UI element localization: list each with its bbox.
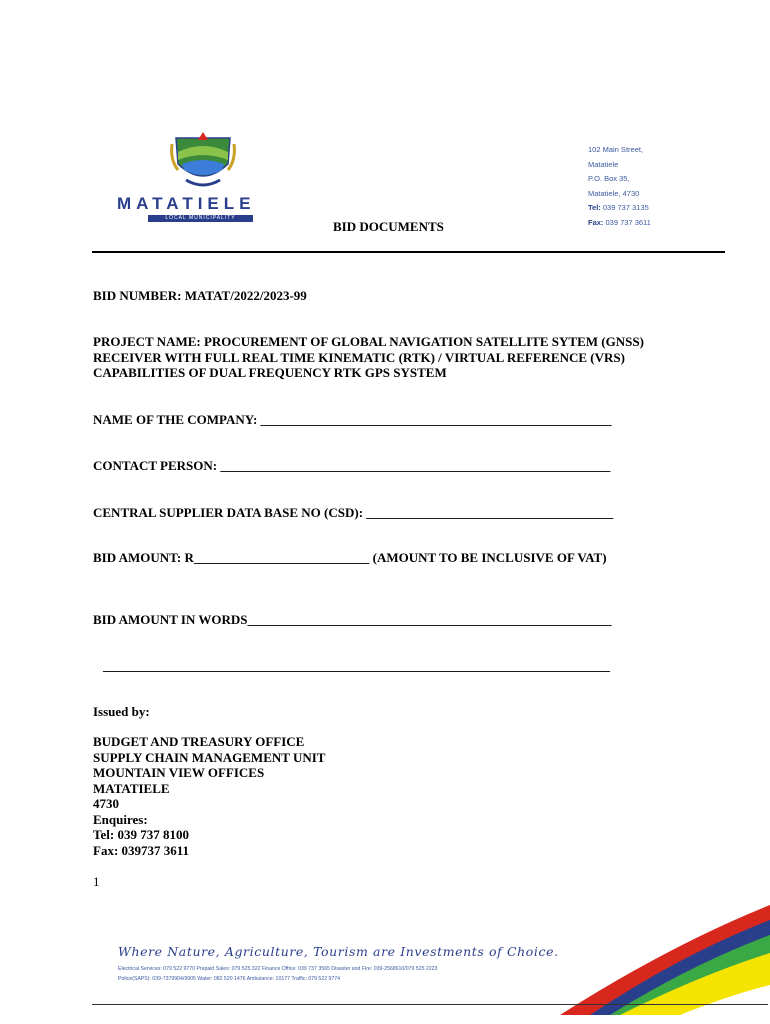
document-title: BID DOCUMENTS: [333, 219, 444, 234]
csd-number-field[interactable]: CENTRAL SUPPLIER DATA BASE NO (CSD): ______________________________________: [93, 505, 614, 520]
tel-label: Tel:: [588, 203, 601, 212]
fax-label: Fax:: [588, 217, 604, 227]
office-line: MOUNTAIN VIEW OFFICES: [93, 765, 265, 780]
footer-slogan: Where Nature, Agriculture, Tourism are Investments of Choice.: [118, 944, 559, 959]
project-name-line: PROJECT NAME: PROCUREMENT OF GLOBAL NAVIGATION SATELLITE SYTEM (GNSS): [93, 334, 644, 349]
logo-wordmark: MATATIELE: [117, 194, 256, 213]
office-line: Enquires:: [93, 811, 148, 827]
address-line: Matatiele: [588, 159, 619, 169]
contact-person-field[interactable]: CONTACT PERSON: ____________________________________________________________: [93, 458, 611, 473]
tel-value: 039 737 3135: [602, 203, 649, 212]
address-line: P.O. Box 35,: [588, 174, 630, 183]
page-number: 1: [93, 874, 100, 889]
project-name-line: RECEIVER WITH FULL REAL TIME KINEMATIC (RTK) / VIRTUAL REFERENCE (VRS): [93, 349, 625, 365]
project-name-line: CAPABILITIES OF DUAL FREQUENCY RTK GPS SYSTEM: [93, 365, 447, 380]
footer-contacts: [118, 964, 578, 984]
bid-amount-words-continuation[interactable]: ______________________________________________________________________________: [103, 658, 610, 673]
logo-subtitle-strip: LOCAL MUNICIPALITY: [148, 215, 253, 222]
bid-number: BID NUMBER: MATAT/2022/2023-99: [93, 288, 307, 303]
address-line: 102 Main Street,: [588, 145, 644, 154]
fax-value: 039 737 3611: [605, 217, 651, 227]
office-line: SUPPLY CHAIN MANAGEMENT UNIT: [93, 749, 326, 765]
address-block: [588, 143, 728, 230]
office-line: Fax: 039737 3611: [93, 842, 190, 858]
address-fax: [588, 216, 728, 231]
address-line: Matatiele, 4730: [588, 188, 640, 198]
footer-divider: [92, 1004, 768, 1005]
company-name-field[interactable]: NAME OF THE COMPANY: ______________________________________________________: [93, 412, 612, 427]
bid-amount-words-field[interactable]: BID AMOUNT IN WORDS________________________________________________________: [93, 612, 612, 627]
office-line: BUDGET AND TREASURY OFFICE: [93, 734, 305, 749]
project-name: [93, 334, 718, 381]
office-line: Tel: 039 737 8100: [93, 827, 189, 842]
address-tel: [588, 201, 728, 216]
footer-swoosh-graphic: [560, 905, 770, 1015]
office-line: 4730: [93, 796, 119, 811]
municipality-crest-icon: [168, 130, 238, 192]
issuing-office-block: [93, 734, 325, 858]
footer-contacts-line: Electrical Services: 079 522 9770 Prepaid Sales: 079 525 322 Finance Office: 039 737 3565 Disaster and Fire: 039-2568610/079 525 2223: [118, 966, 438, 972]
issued-by-label: Issued by:: [93, 704, 150, 719]
footer-contacts-line: Police(SAPS): 039-7379904/9905 Water: 082 520 1476 Ambulance: 10177 Traffic: 079 522 9774: [118, 976, 341, 982]
header-divider: [92, 251, 725, 253]
bid-amount-field[interactable]: BID AMOUNT: R___________________________ (AMOUNT TO BE INCLUSIVE OF VAT): [93, 550, 607, 565]
office-line: MATATIELE: [93, 780, 170, 796]
